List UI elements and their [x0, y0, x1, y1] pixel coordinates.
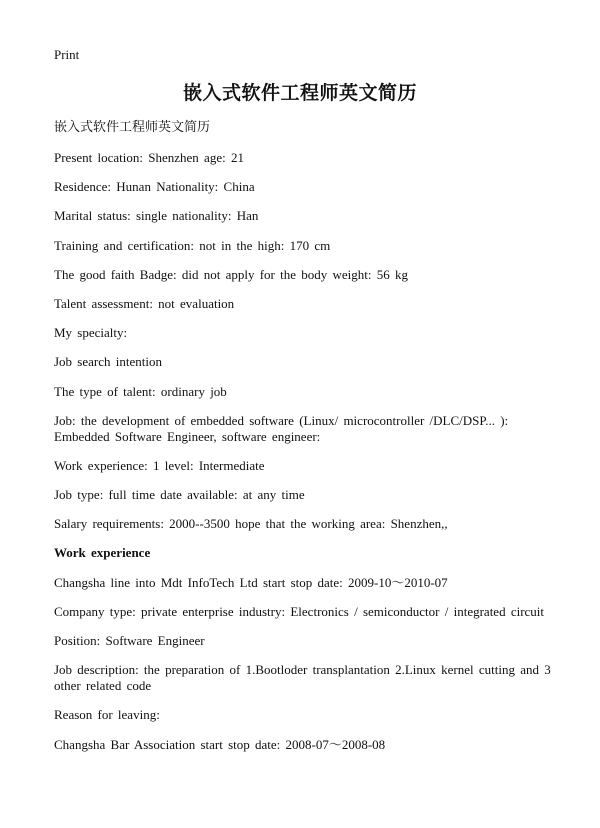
paragraph-job-search-intention: Job search intention [54, 354, 162, 370]
paragraph-employer-1: Changsha line into Mdt InfoTech Ltd start stop date: 2009-10～2010-07 [54, 574, 448, 590]
document-body [54, 120, 554, 766]
section-heading-work-experience: Work experience [54, 545, 151, 561]
paragraph-talent-assessment: Talent assessment: not evaluation [54, 295, 235, 311]
paragraph-company-type: Company type: private enterprise industry: Electronics / semiconductor / integrated circuit [54, 603, 545, 619]
paragraph-talent-type: The type of talent: ordinary job [54, 383, 227, 399]
paragraph-residence: Residence: Hunan Nationality: China [54, 179, 255, 195]
paragraph-salary-requirements: Salary requirements: 2000--3500 hope that the working area: Shenzhen,, [54, 516, 448, 532]
paragraph-present-location: Present location: Shenzhen age: 21 [54, 150, 244, 165]
paragraph-training: Training and certification: not in the high: 170 cm [54, 237, 331, 253]
paragraph-job-description: Job description: the preparation of 1.Bootloder transplantation 2.Linux kernel cutting and 3 other related code [54, 662, 551, 694]
paragraph-position: Position: Software Engineer [54, 633, 205, 648]
paragraph-job: Job: the development of embedded software (Linux/ microcontroller /DLC/DSP... ): Embedded Software Engineer, software engineer: [54, 412, 509, 444]
paragraph-reason-for-leaving: Reason for leaving: [54, 707, 160, 723]
paragraph-work-experience-level: Work experience: 1 level: Intermediate [54, 457, 265, 473]
document-title: 嵌入式软件工程师英文简历 [182, 82, 417, 104]
paragraph-good-faith-badge: The good faith Badge: did not apply for the body weight: 56 kg [54, 266, 408, 282]
paragraph-job-type: Job type: full time date available: at any time [54, 487, 305, 503]
document-subtitle: 嵌入式软件工程师英文简历 [54, 120, 211, 135]
paragraph-employer-2: Changsha Bar Association start stop date: 2008-07～2008-08 [54, 736, 386, 752]
paragraph-marital-status: Marital status: single nationality: Han [54, 208, 259, 224]
print-link[interactable]: Print [54, 47, 80, 62]
paragraph-specialty: My specialty: [54, 325, 128, 341]
